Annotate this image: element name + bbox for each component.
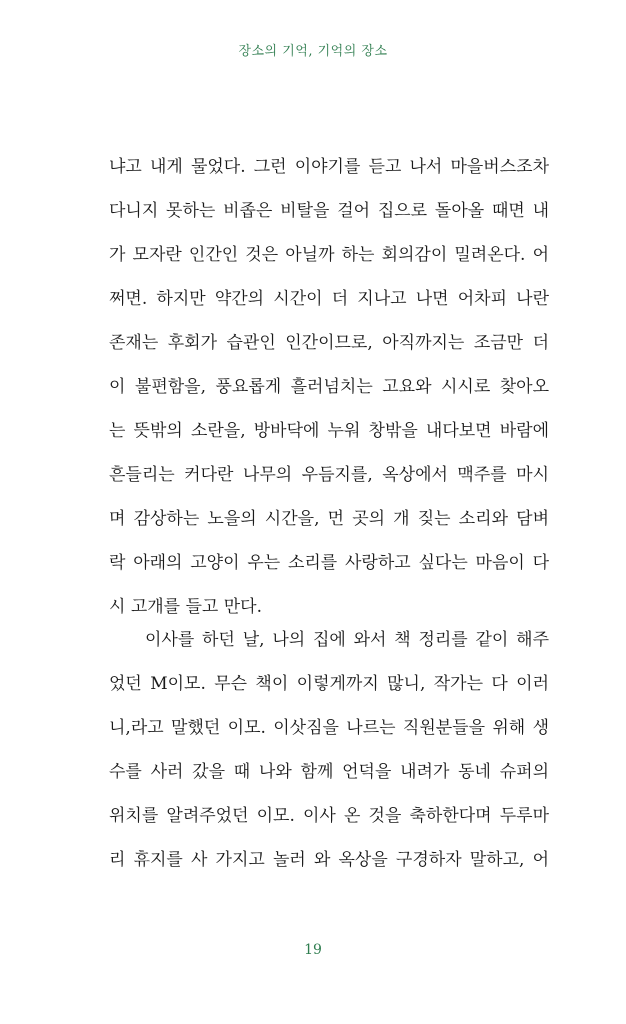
page-number: 19 [304, 942, 322, 958]
text-line: 었던 M이모. 무슨 책이 이렇게까지 많니, 작가는 다 이러 [109, 674, 549, 694]
text-line: 락 아래의 고양이 우는 소리를 사랑하고 싶다는 마음이 다 [109, 553, 549, 573]
text-line: 리 휴지를 사 가지고 놀러 와 옥상을 구경하자 말하고, 어 [109, 850, 549, 870]
text-line: 냐고 내게 물었다. 그런 이야기를 듣고 나서 마을버스조차 [109, 157, 549, 177]
text-line: 가 모자란 인간인 것은 아닐까 하는 회의감이 밀려온다. 어 [109, 245, 549, 265]
text-line: 존재는 후회가 습관인 인간이므로, 아직까지는 조금만 더 [109, 333, 549, 353]
text-line: 수를 사러 갔을 때 나와 함께 언덕을 내려가 동네 슈퍼의 [109, 762, 549, 782]
text-line: 이사를 하던 날, 나의 집에 와서 책 정리를 같이 해주 [145, 630, 549, 650]
text-line: 다니지 못하는 비좁은 비탈을 걸어 집으로 돌아올 때면 내 [109, 201, 549, 221]
text-line: 이 불편함을, 풍요롭게 흘러넘치는 고요와 시시로 찾아오 [109, 377, 549, 397]
text-line: 며 감상하는 노을의 시간을, 먼 곳의 개 짖는 소리와 담벼 [109, 509, 549, 529]
paragraph [109, 145, 549, 629]
text-line: 니,라고 말했던 이모. 이삿짐을 나르는 직원분들을 위해 생 [109, 718, 549, 738]
paragraph [109, 618, 549, 882]
text-line: 는 뜻밖의 소란을, 방바닥에 누워 창밖을 내다보면 바람에 [109, 421, 549, 441]
running-header: 장소의 기억, 기억의 장소 [238, 44, 388, 59]
text-line: 시 고개를 들고 만다. [109, 597, 262, 617]
text-line: 위치를 알려주었던 이모. 이사 온 것을 축하한다며 두루마 [109, 806, 549, 826]
text-line: 쩌면. 하지만 약간의 시간이 더 지나고 나면 어차피 나란 [109, 289, 549, 309]
text-line: 흔들리는 커다란 나무의 우듬지를, 옥상에서 맥주를 마시 [109, 465, 549, 485]
